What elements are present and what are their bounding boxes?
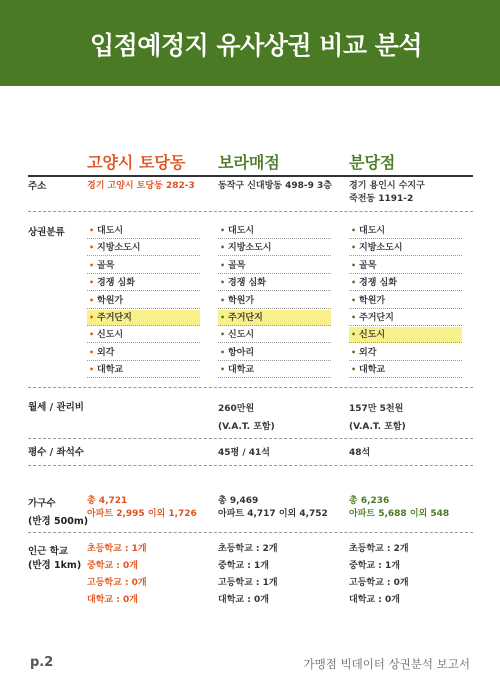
bullet-dot-icon: • bbox=[351, 295, 357, 305]
address-cell-godang bbox=[87, 180, 195, 193]
bullet-dot-icon: • bbox=[220, 260, 226, 270]
rent-vat-note: (V.A.T. 포함) bbox=[218, 422, 275, 432]
category-list-godang bbox=[87, 223, 200, 379]
address-line: 죽전동 1191-2 bbox=[349, 194, 414, 204]
category-label: 대학교 bbox=[97, 365, 124, 375]
category-item-highlighted bbox=[349, 327, 462, 343]
category-item bbox=[349, 362, 462, 378]
row-label-rent: 월세 / 관리비 bbox=[28, 402, 84, 413]
bullet-dot-icon: • bbox=[351, 260, 357, 270]
bullet-dot-icon: • bbox=[351, 365, 357, 374]
households-cell-bundang bbox=[349, 495, 449, 521]
rent-amount: 157만 5천원 bbox=[349, 404, 404, 414]
school-count-high: 고등학교 : 1개 bbox=[218, 578, 278, 588]
category-item bbox=[87, 258, 200, 274]
rent-cell-bundang bbox=[349, 400, 406, 436]
school-count-elementary: 초등학교 : 1개 bbox=[87, 544, 147, 554]
bullet-dot-icon: • bbox=[89, 365, 95, 374]
row-separator bbox=[28, 211, 473, 212]
bullet-dot-icon: • bbox=[351, 226, 357, 235]
address-cell-bundang bbox=[349, 180, 425, 206]
category-label: 골목 bbox=[97, 260, 115, 271]
address-line: 동작구 신대방동 498-9 3층 bbox=[218, 181, 332, 191]
category-label: 항아리 bbox=[228, 347, 255, 358]
bullet-dot-icon: • bbox=[351, 278, 357, 288]
row-label-households bbox=[28, 495, 88, 531]
category-label: 주거단지 bbox=[97, 312, 132, 323]
row-label-schools bbox=[28, 545, 81, 573]
column-header-boramae: 보라매점 bbox=[218, 153, 280, 172]
school-count-elementary: 초등학교 : 2개 bbox=[349, 544, 409, 554]
label-line: (반경 500m) bbox=[28, 516, 89, 527]
bullet-dot-icon: • bbox=[89, 295, 95, 305]
category-label: 지방소도시 bbox=[228, 243, 272, 254]
bullet-dot-icon: • bbox=[351, 330, 357, 340]
school-count-middle: 중학교 : 0개 bbox=[87, 561, 138, 571]
households-cell-boramae bbox=[218, 495, 328, 521]
households-cell-godang bbox=[87, 495, 197, 521]
category-label: 대학교 bbox=[228, 365, 255, 375]
category-item-highlighted bbox=[87, 310, 200, 326]
bullet-dot-icon: • bbox=[89, 278, 95, 288]
address-line: 경기 고양시 토당동 282-3 bbox=[87, 181, 195, 191]
category-label: 외각 bbox=[97, 347, 115, 358]
label-line: (반경 1km) bbox=[28, 560, 82, 571]
address-cell-boramae bbox=[218, 180, 332, 193]
address-line: 경기 용인시 수지구 bbox=[349, 181, 425, 191]
school-count-university: 대학교 : 0개 bbox=[349, 595, 400, 605]
bullet-dot-icon: • bbox=[89, 330, 95, 340]
category-item bbox=[87, 275, 200, 291]
category-label: 경쟁 심화 bbox=[228, 278, 266, 289]
category-item bbox=[87, 293, 200, 309]
bullet-dot-icon: • bbox=[220, 365, 226, 374]
category-item bbox=[349, 223, 462, 239]
bullet-dot-icon: • bbox=[220, 330, 226, 340]
bullet-dot-icon: • bbox=[89, 312, 95, 322]
rent-amount: 260만원 bbox=[218, 404, 255, 414]
school-count-middle: 중학교 : 1개 bbox=[218, 561, 269, 571]
category-item bbox=[218, 293, 331, 309]
school-count-university: 대학교 : 0개 bbox=[218, 595, 269, 605]
category-label: 주거단지 bbox=[228, 312, 263, 323]
category-label: 신도시 bbox=[97, 330, 124, 341]
school-count-high: 고등학교 : 0개 bbox=[349, 578, 409, 588]
category-item bbox=[87, 345, 200, 361]
category-label: 대도시 bbox=[228, 226, 255, 236]
size-cell-bundang bbox=[349, 447, 370, 460]
category-item bbox=[218, 258, 331, 274]
category-item bbox=[87, 362, 200, 378]
bullet-dot-icon: • bbox=[220, 243, 226, 253]
bullet-dot-icon: • bbox=[220, 278, 226, 288]
households-total: 총 4,721 bbox=[87, 496, 128, 506]
category-label: 외각 bbox=[359, 347, 377, 358]
schools-cell-boramae bbox=[218, 541, 278, 609]
households-breakdown: 아파트 4,717 이외 4,752 bbox=[218, 509, 328, 519]
category-label: 신도시 bbox=[228, 330, 255, 341]
row-separator bbox=[28, 465, 473, 466]
report-title: 가맹점 빅데이터 상권분석 보고서 bbox=[303, 657, 470, 671]
category-label: 경쟁 심화 bbox=[97, 278, 135, 289]
page-title: 입점예정지 유사상권 비교 분석 bbox=[90, 31, 423, 60]
rent-cell-boramae bbox=[218, 400, 275, 436]
category-item bbox=[349, 345, 462, 361]
category-item bbox=[87, 223, 200, 239]
category-item bbox=[87, 240, 200, 256]
school-count-elementary: 초등학교 : 2개 bbox=[218, 544, 278, 554]
category-item bbox=[349, 240, 462, 256]
category-item bbox=[349, 293, 462, 309]
category-label: 경쟁 심화 bbox=[359, 278, 397, 289]
school-count-university: 대학교 : 0개 bbox=[87, 595, 138, 605]
rent-vat-note: (V.A.T. 포함) bbox=[349, 422, 406, 432]
category-label: 지방소도시 bbox=[97, 243, 141, 254]
row-separator bbox=[28, 532, 473, 533]
category-label: 학원가 bbox=[228, 295, 255, 306]
school-count-high: 고등학교 : 0개 bbox=[87, 578, 147, 588]
households-total: 총 6,236 bbox=[349, 496, 390, 506]
page-number: p.2 bbox=[30, 655, 54, 670]
label-line: 가구수 bbox=[28, 498, 56, 509]
row-label-address: 주소 bbox=[28, 181, 47, 192]
row-separator bbox=[28, 387, 473, 388]
bullet-dot-icon: • bbox=[351, 347, 357, 357]
row-label-size: 평수 / 좌석수 bbox=[28, 447, 84, 458]
category-list-boramae bbox=[218, 223, 331, 379]
label-line: 인근 학교 bbox=[28, 546, 69, 557]
row-separator bbox=[28, 438, 473, 439]
schools-cell-godang bbox=[87, 541, 147, 609]
category-item bbox=[349, 310, 462, 326]
category-label: 지방소도시 bbox=[359, 243, 403, 254]
category-item bbox=[218, 223, 331, 239]
schools-cell-bundang bbox=[349, 541, 409, 609]
bullet-dot-icon: • bbox=[351, 312, 357, 322]
category-item bbox=[218, 362, 331, 378]
header-banner bbox=[0, 0, 500, 86]
category-list-bundang bbox=[349, 223, 462, 379]
bullet-dot-icon: • bbox=[220, 226, 226, 235]
category-label: 학원가 bbox=[359, 295, 386, 306]
category-label: 대학교 bbox=[359, 365, 386, 375]
column-header-godang: 고양시 토당동 bbox=[87, 153, 186, 172]
category-item bbox=[218, 327, 331, 343]
category-label: 대도시 bbox=[359, 226, 386, 236]
category-item bbox=[218, 345, 331, 361]
category-item bbox=[349, 258, 462, 274]
category-label: 대도시 bbox=[97, 226, 124, 236]
category-label: 학원가 bbox=[97, 295, 124, 306]
households-breakdown: 아파트 2,995 이외 1,726 bbox=[87, 509, 197, 519]
households-total: 총 9,469 bbox=[218, 496, 259, 506]
size-value: 45평 / 41석 bbox=[218, 448, 270, 458]
school-count-middle: 중학교 : 1개 bbox=[349, 561, 400, 571]
bullet-dot-icon: • bbox=[351, 243, 357, 253]
bullet-dot-icon: • bbox=[89, 226, 95, 235]
size-cell-boramae bbox=[218, 447, 270, 460]
bullet-dot-icon: • bbox=[89, 347, 95, 357]
table-top-rule bbox=[28, 175, 473, 177]
category-item bbox=[218, 275, 331, 291]
category-label: 신도시 bbox=[359, 330, 386, 341]
bullet-dot-icon: • bbox=[220, 347, 226, 357]
column-header-bundang: 분당점 bbox=[349, 153, 396, 172]
bullet-dot-icon: • bbox=[89, 260, 95, 270]
category-item-highlighted bbox=[218, 310, 331, 326]
category-item bbox=[87, 327, 200, 343]
bullet-dot-icon: • bbox=[89, 243, 95, 253]
category-label: 골목 bbox=[228, 260, 246, 271]
category-label: 골목 bbox=[359, 260, 377, 271]
size-value: 48석 bbox=[349, 448, 371, 458]
category-label: 주거단지 bbox=[359, 312, 394, 323]
households-breakdown: 아파트 5,688 이외 548 bbox=[349, 509, 450, 519]
category-item bbox=[218, 240, 331, 256]
bullet-dot-icon: • bbox=[220, 295, 226, 305]
bullet-dot-icon: • bbox=[220, 312, 226, 322]
category-item bbox=[349, 275, 462, 291]
row-label-category: 상권분류 bbox=[28, 227, 65, 238]
